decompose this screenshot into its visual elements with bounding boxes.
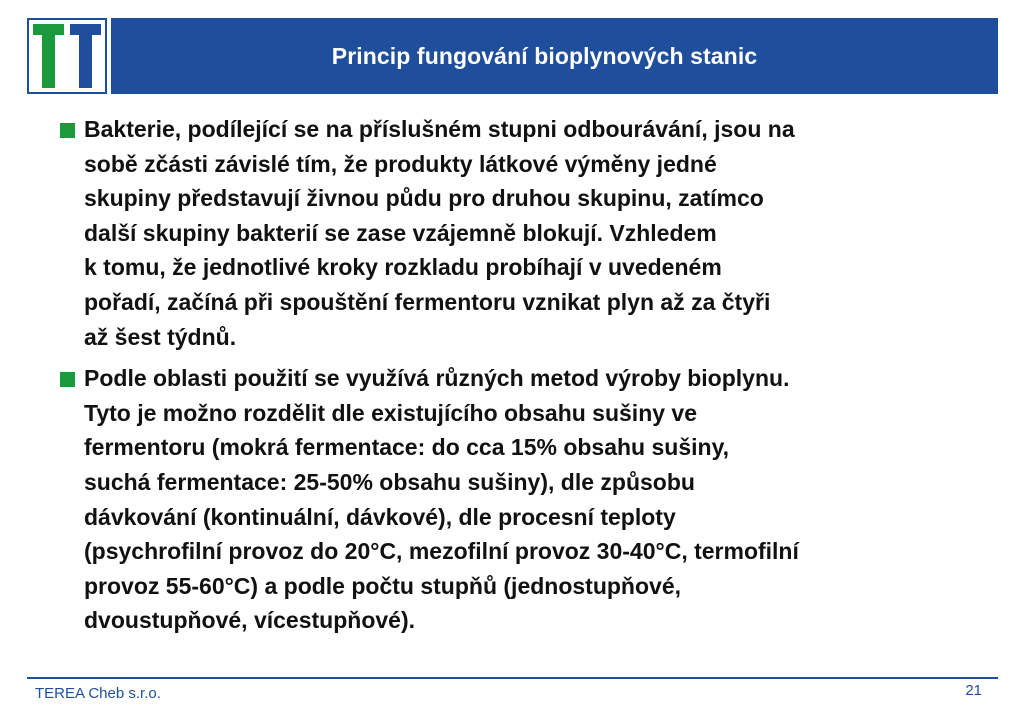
bullet-item bbox=[60, 112, 995, 354]
text-line: (psychrofilní provoz do 20°C, mezofilní provoz 30-40°C, termofilní bbox=[84, 538, 799, 565]
title-bar bbox=[111, 18, 998, 94]
square-bullet-icon bbox=[60, 123, 75, 138]
slide-title: Princip fungování bioplynových stanic bbox=[331, 42, 758, 69]
text-line: další skupiny bakterií se zase vzájemně blokují. Vzhledem bbox=[84, 219, 717, 246]
text-line: skupiny představují živnou půdu pro druhou skupinu, zatímco bbox=[84, 185, 764, 212]
bullet-item bbox=[60, 361, 995, 638]
text-line: suchá fermentace: 25-50% obsahu sušiny), dle způsobu bbox=[84, 468, 695, 495]
text-line: sobě zčásti závislé tím, že produkty látkové výměny jedné bbox=[84, 150, 717, 177]
page-number: 21 bbox=[965, 682, 982, 699]
text-line: provoz 55-60°C) a podle počtu stupňů (jednostupňové, bbox=[84, 572, 682, 599]
text-line: Podle oblasti použití se využívá různých metod výroby bioplynu. bbox=[84, 365, 790, 392]
slide-content bbox=[60, 112, 995, 645]
text-line: Bakterie, podílející se na příslušném stupni odbourávání, jsou na bbox=[84, 116, 795, 142]
bullet-text bbox=[84, 112, 795, 354]
terea-logo-icon bbox=[29, 20, 105, 92]
text-line: Tyto je možno rozdělit dle existujícího obsahu sušiny ve bbox=[84, 399, 698, 426]
bullet-text bbox=[84, 361, 799, 638]
square-bullet-icon bbox=[60, 372, 75, 387]
text-line: dávkování (kontinuální, dávkové), dle procesní teploty bbox=[84, 503, 676, 530]
footer-company: TEREA Cheb s.r.o. bbox=[35, 685, 161, 702]
text-line: k tomu, že jednotlivé kroky rozkladu probíhají v uvedeném bbox=[84, 254, 722, 281]
footer-divider bbox=[27, 677, 998, 679]
text-line: fermentoru (mokrá fermentace: do cca 15% obsahu sušiny, bbox=[84, 434, 730, 461]
text-line: dvoustupňové, vícestupňové). bbox=[84, 607, 415, 634]
text-line: pořadí, začíná při spouštění fermentoru vznikat plyn až za čtyři bbox=[84, 288, 771, 315]
text-line: až šest týdnů. bbox=[84, 323, 237, 350]
company-logo bbox=[27, 18, 107, 94]
